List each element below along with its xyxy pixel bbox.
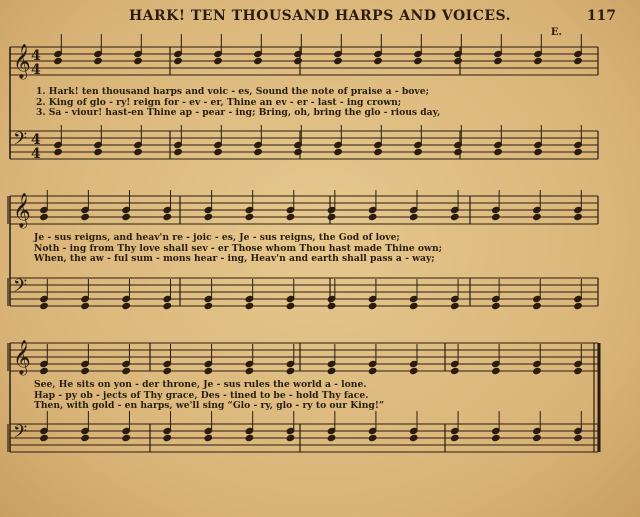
note-head: [494, 57, 503, 64]
note-head: [286, 434, 295, 441]
note-head: [122, 302, 131, 309]
bass-clef: 𝄢: [13, 276, 28, 301]
note-head: [334, 148, 343, 155]
note-head: [574, 148, 583, 155]
note-head: [374, 57, 383, 64]
note-head: [204, 434, 213, 441]
note-head: [245, 367, 254, 374]
note-head: [409, 367, 418, 374]
note-head: [534, 57, 543, 64]
lyric-line-1-3: 3. Sa - viour! hast-en Thine ap - pear - ing; Bring, oh, bring the glo - rious day,: [36, 107, 441, 118]
note-head: [294, 148, 303, 155]
note-head: [245, 213, 254, 220]
note-head: [494, 148, 503, 155]
note-head: [122, 367, 131, 374]
note-head: [533, 213, 542, 220]
note-head: [163, 367, 172, 374]
note-head: [204, 213, 213, 220]
note-head: [409, 434, 418, 441]
note-head: [94, 57, 103, 64]
lyric-line-3-2: Hap - py ob - jects of Thy grace, Des - tined to be - hold Thy face.: [34, 389, 369, 401]
note-head: [533, 367, 542, 374]
note-head: [174, 57, 183, 64]
treble-clef: 𝄞: [13, 193, 31, 228]
tune-mark: E.: [550, 27, 562, 38]
time-signature-bottom: 4: [31, 62, 41, 78]
note-head: [414, 148, 423, 155]
note-head: [327, 434, 336, 441]
note-head: [54, 148, 63, 155]
note-head: [254, 57, 263, 64]
time-signature-top: 4: [31, 48, 41, 64]
note-head: [327, 213, 336, 220]
note-head: [409, 213, 418, 220]
note-head: [254, 148, 263, 155]
note-head: [492, 434, 501, 441]
note-head: [574, 367, 583, 374]
note-head: [450, 434, 459, 441]
page-number: 117: [586, 8, 616, 24]
lyric-line-1-1: 1. Hark! ten thousand harps and voic - es, Sound the note of praise a - bove;: [36, 86, 429, 97]
note-head: [40, 213, 49, 220]
lyric-line-3-1: See, He sits on yon - der throne, Je - sus rules the world a - lone.: [34, 379, 367, 390]
note-head: [492, 302, 501, 309]
note-head: [368, 302, 377, 309]
lyrics-system-3: [34, 380, 384, 412]
note-head: [214, 57, 223, 64]
note-head: [574, 302, 583, 309]
time-signature-bottom: 4: [31, 146, 41, 162]
note-head: [245, 434, 254, 441]
note-head: [368, 213, 377, 220]
time-signature-top: 4: [31, 132, 41, 148]
note-head: [81, 367, 90, 374]
note-head: [81, 434, 90, 441]
note-head: [533, 434, 542, 441]
bass-clef: 𝄢: [13, 129, 28, 154]
note-head: [134, 148, 143, 155]
treble-clef: 𝄞: [13, 44, 31, 79]
note-head: [492, 367, 501, 374]
note-head: [574, 213, 583, 220]
note-head: [374, 148, 383, 155]
note-head: [574, 434, 583, 441]
lyric-line-1-2: 2. King of glo - ry! reign for - ev - er, Thine an ev - er - last - ing crown;: [36, 96, 402, 108]
lyric-line-2-1: Je - sus reigns, and heav'n re - joic - es, Je - sus reigns, the God of love;: [34, 232, 400, 243]
note-head: [163, 213, 172, 220]
note-head: [334, 57, 343, 64]
note-head: [81, 302, 90, 309]
note-head: [294, 57, 303, 64]
note-head: [492, 213, 501, 220]
note-head: [40, 434, 49, 441]
note-head: [163, 434, 172, 441]
note-head: [40, 367, 49, 374]
note-head: [134, 57, 143, 64]
note-head: [454, 148, 463, 155]
note-head: [368, 434, 377, 441]
hymn-title: HARK! TEN THOUSAND HARPS AND VOICES.: [128, 8, 512, 24]
note-head: [54, 57, 63, 64]
note-head: [533, 302, 542, 309]
note-head: [204, 367, 213, 374]
note-head: [286, 302, 295, 309]
lyric-line-2-2: Noth - ing from Thy love shall sev - er Those whom Thou hast made Thine own;: [34, 242, 443, 254]
note-head: [327, 302, 336, 309]
lyric-line-2-3: When, the aw - ful sum - mons hear - ing, Heav'n and earth shall pass a - way;: [34, 253, 435, 264]
note-head: [163, 302, 172, 309]
note-head: [450, 213, 459, 220]
note-head: [327, 367, 336, 374]
note-head: [534, 148, 543, 155]
note-head: [122, 213, 131, 220]
lyrics-system-1: [36, 87, 440, 119]
note-head: [174, 148, 183, 155]
note-head: [204, 302, 213, 309]
treble-clef: 𝄞: [13, 340, 31, 375]
note-head: [286, 213, 295, 220]
note-head: [409, 302, 418, 309]
lyric-line-3-3: Then, with gold - en harps, we'll sing “Glo - ry, glo - ry to our King!”: [34, 400, 385, 411]
note-head: [40, 302, 49, 309]
note-head: [450, 367, 459, 374]
note-head: [214, 148, 223, 155]
note-head: [245, 302, 254, 309]
bass-clef: 𝄢: [13, 422, 28, 447]
note-head: [286, 367, 295, 374]
note-head: [414, 57, 423, 64]
note-head: [454, 57, 463, 64]
note-head: [574, 57, 583, 64]
note-head: [81, 213, 90, 220]
lyrics-system-2: [34, 233, 442, 265]
note-head: [450, 302, 459, 309]
note-head: [94, 148, 103, 155]
note-head: [122, 434, 131, 441]
note-head: [368, 367, 377, 374]
